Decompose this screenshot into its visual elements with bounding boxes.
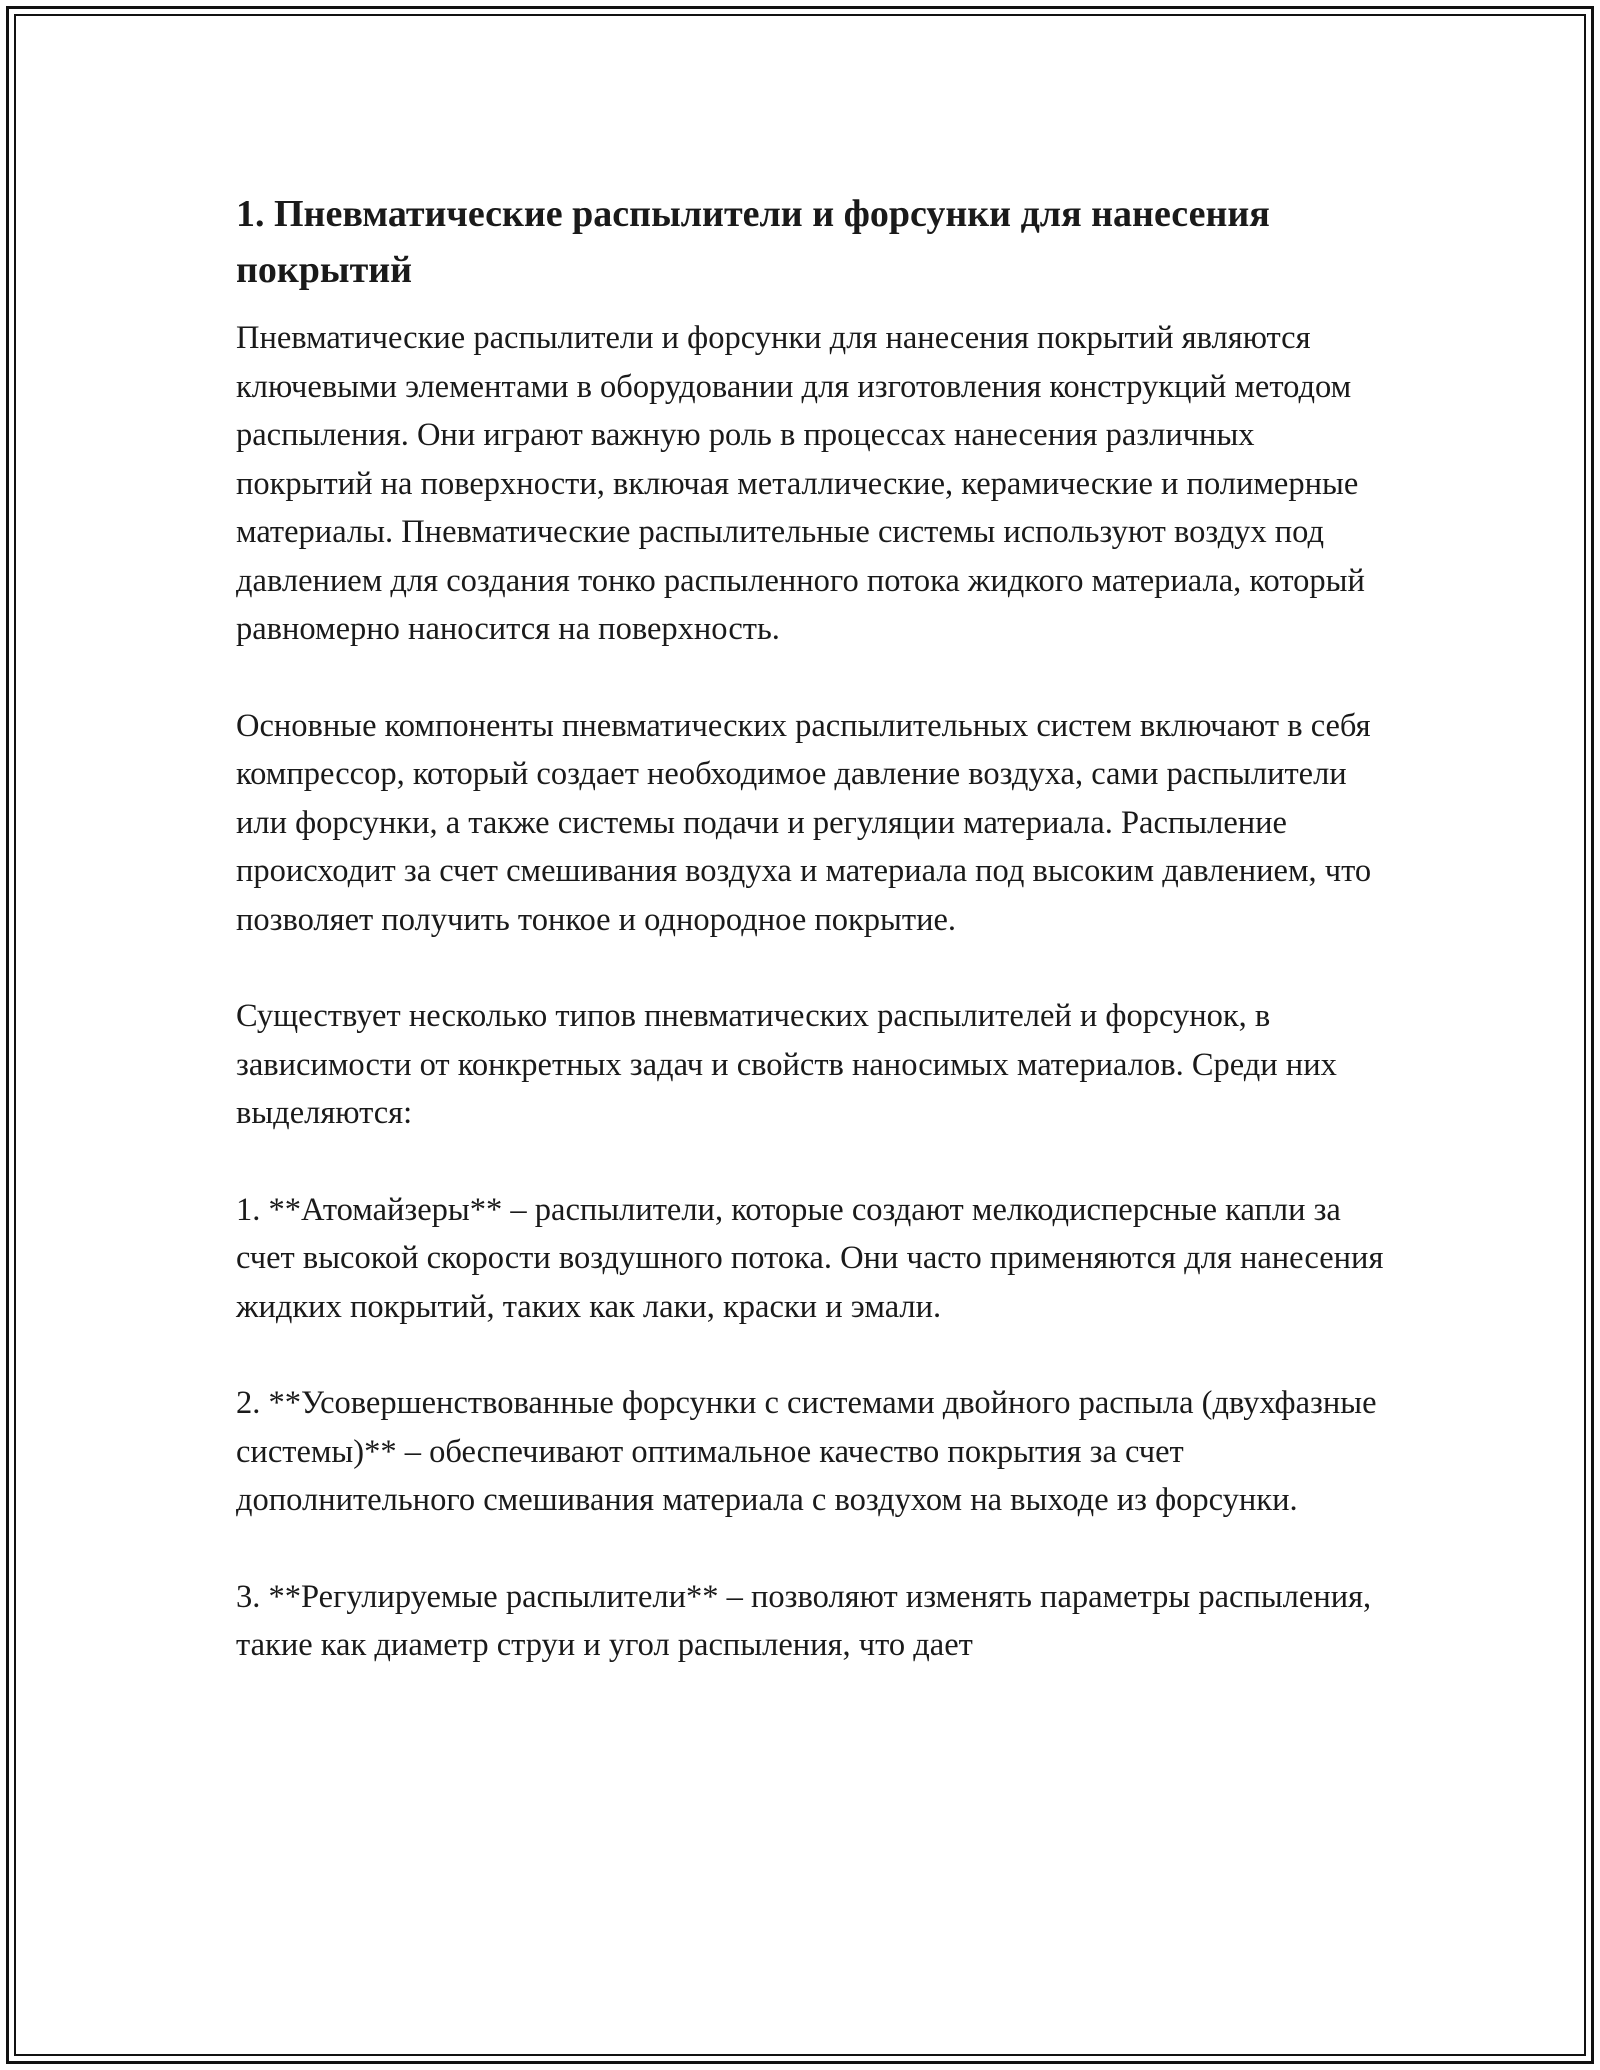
paragraph-types: Существует несколько типов пневматических распылителей и форсунок, в зависимости от конкретных задач и свойств наносимых материалов. Среди них выделяются: [236,998,1337,1131]
list-item-atomizers: 1. **Атомайзеры** – распылители, которые создают мелкодисперсные капли за счет высокой скорости воздушного потока. Они часто применяются для нанесения жидких покрытий, таких как лаки, краски и эмали. [236,1191,1384,1325]
document-body [236,186,1386,1670]
list-item-dual-nozzles: 2. **Усовершенствованные форсунки с системами двойного распыла (двухфазные системы)** – обеспечивают оптимальное качество покрытия за счет дополнительного смешивания материала с воздухом на выходе из форсунки. [236,1385,1377,1518]
paragraph-intro: Пневматические распылители и форсунки для нанесения покрытий являются ключевыми элементами в оборудовании для изготовления конструкций методом распыления. Они играют важную роль в процессах нанесения различных покрытий на поверхности, включая металлические, керамические и полимерные материалы. Пневматические распылительные системы используют воздух под давлением для создания тонко распыленного потока жидкого материала, который равномерно наносится на поверхность. [236,320,1365,647]
section-heading: 1. Пневматические распылители и форсунки для нанесения покрытий [236,193,1270,291]
list-item-adjustable: 3. **Регулируемые распылители** – позволяют изменять параметры распыления, такие как диаметр струи и угол распыления, что дает [236,1578,1372,1663]
paragraph-components: Основные компоненты пневматических распылительных систем включают в себя компрессор, который создает необходимое давление воздуха, сами распылители или форсунки, а также системы подачи и регуляции материала. Распыление происходит за счет смешивания воздуха и материала под высоким давлением, что позволяет получить тонкое и однородное покрытие. [236,707,1372,938]
